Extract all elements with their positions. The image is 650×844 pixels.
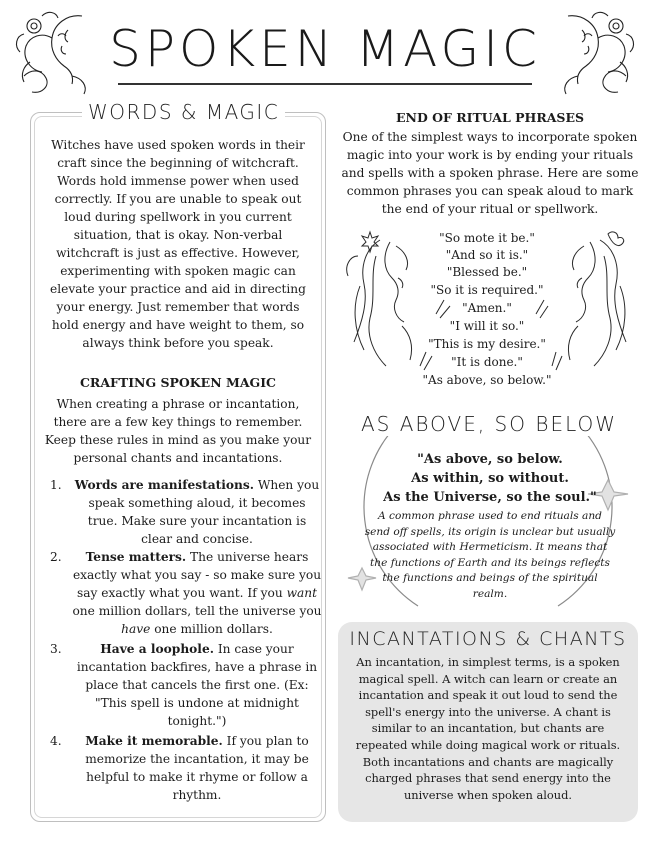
as-above-heading: AS ABOVE, SO BELOW bbox=[336, 412, 642, 436]
phrase-item: "Blessed be." bbox=[446, 265, 528, 279]
page-title: SPOKEN MAGIC bbox=[109, 20, 541, 78]
rule-number: 2. bbox=[50, 550, 62, 564]
phrase-item: "Amen." bbox=[462, 301, 512, 315]
incantations-heading: INCANTATIONS & CHANTS bbox=[349, 628, 627, 650]
crafting-heading: CRAFTING SPOKEN MAGIC bbox=[79, 375, 276, 390]
phrase-item: "And so it is." bbox=[445, 248, 529, 262]
phrase-item: "I will it so." bbox=[449, 319, 525, 333]
rule-title: Words are manifestations. bbox=[74, 478, 254, 492]
rule-body: When you speak something aloud, it becomes true. Make sure your incantation is clear and concise. bbox=[87, 478, 320, 546]
rule-number: 4. bbox=[50, 734, 62, 748]
phrase-item: "This is my desire." bbox=[428, 337, 546, 351]
rule-body: In case your incantation backfires, have a phrase in place that cancels the first one. (Ex: "This spell is undone at midnight tonight.") bbox=[76, 642, 318, 728]
crafting-intro: When creating a phrase or incantation, there are a few key things to remember. Keep these rules in mind as you make your personal chants and incantations. bbox=[44, 397, 312, 465]
end-phrases-heading: END OF RITUAL PHRASES bbox=[395, 110, 585, 125]
rule-body: one million dollars, tell the universe you bbox=[72, 604, 322, 618]
rule-body: The universe hears exactly what you say - so make sure you say exactly what you want. If you bbox=[72, 550, 322, 600]
rule-title: Tense matters. bbox=[85, 550, 187, 564]
quote-line: As the Universe, so the soul." bbox=[383, 490, 597, 505]
title-underline bbox=[118, 83, 532, 85]
quote-line: "As above, so below. bbox=[417, 452, 563, 467]
title-banner bbox=[0, 0, 650, 100]
rule-body: If you plan to memorize the incantation, it may be helpful to make it rhyme or follow a rhythm. bbox=[85, 734, 309, 802]
rule-body: one million dollars. bbox=[150, 622, 273, 636]
words-magic-body: Witches have used spoken words in their craft since the beginning of witchcraft. Words hold immense power when used correctly. If you are unable to speak out loud during spellwork in you current situation, that is okay. Non-verbal witchcraft is just as effective. However, experimenting with spoken magic can elevate your practice and aid in directing your energy. Just remember that words hold energy and have weight to them, so always think before you speak. bbox=[50, 138, 306, 350]
rule-emphasis: want bbox=[286, 586, 318, 600]
rule-title: Make it memorable. bbox=[85, 734, 223, 748]
rule-emphasis: have bbox=[121, 622, 151, 636]
end-phrases-body: One of the simplest ways to incorporate spoken magic into your work is by ending your rituals and spells with a spoken phrase. Here are some common phrases you can speak aloud to mark the end of your ritual or spellwork. bbox=[341, 130, 639, 216]
incantations-body: An incantation, in simplest terms, is a spoken magical spell. A witch can learn or create an incantation and speak it out loud to send the spell's energy into the universe. A chant is similar to an incantation, but chants are repeated while doing magical work or rituals. Both incantations and chants are magically charged phrases that send energy into the universe when spoken aloud. bbox=[355, 655, 621, 802]
phrase-item: "As above, so below." bbox=[422, 373, 552, 387]
words-magic-heading: WORDS & MAGIC bbox=[82, 100, 285, 124]
phrase-item: "It is done." bbox=[451, 355, 523, 369]
phrase-item: "So it is required." bbox=[430, 283, 544, 297]
as-above-description: A common phrase used to end rituals and send off spells, its origin is unclear but usually associated with Hermeticism. It means that the functions of Earth and its beings reflects the functions and beings of the spiritual realm. bbox=[364, 510, 616, 600]
rule-title: Have a loophole. bbox=[100, 642, 214, 656]
rule-number: 1. bbox=[50, 478, 62, 492]
rule-number: 3. bbox=[50, 642, 62, 656]
quote-line: As within, so without. bbox=[411, 471, 569, 486]
phrase-item: "So mote it be." bbox=[439, 231, 535, 245]
